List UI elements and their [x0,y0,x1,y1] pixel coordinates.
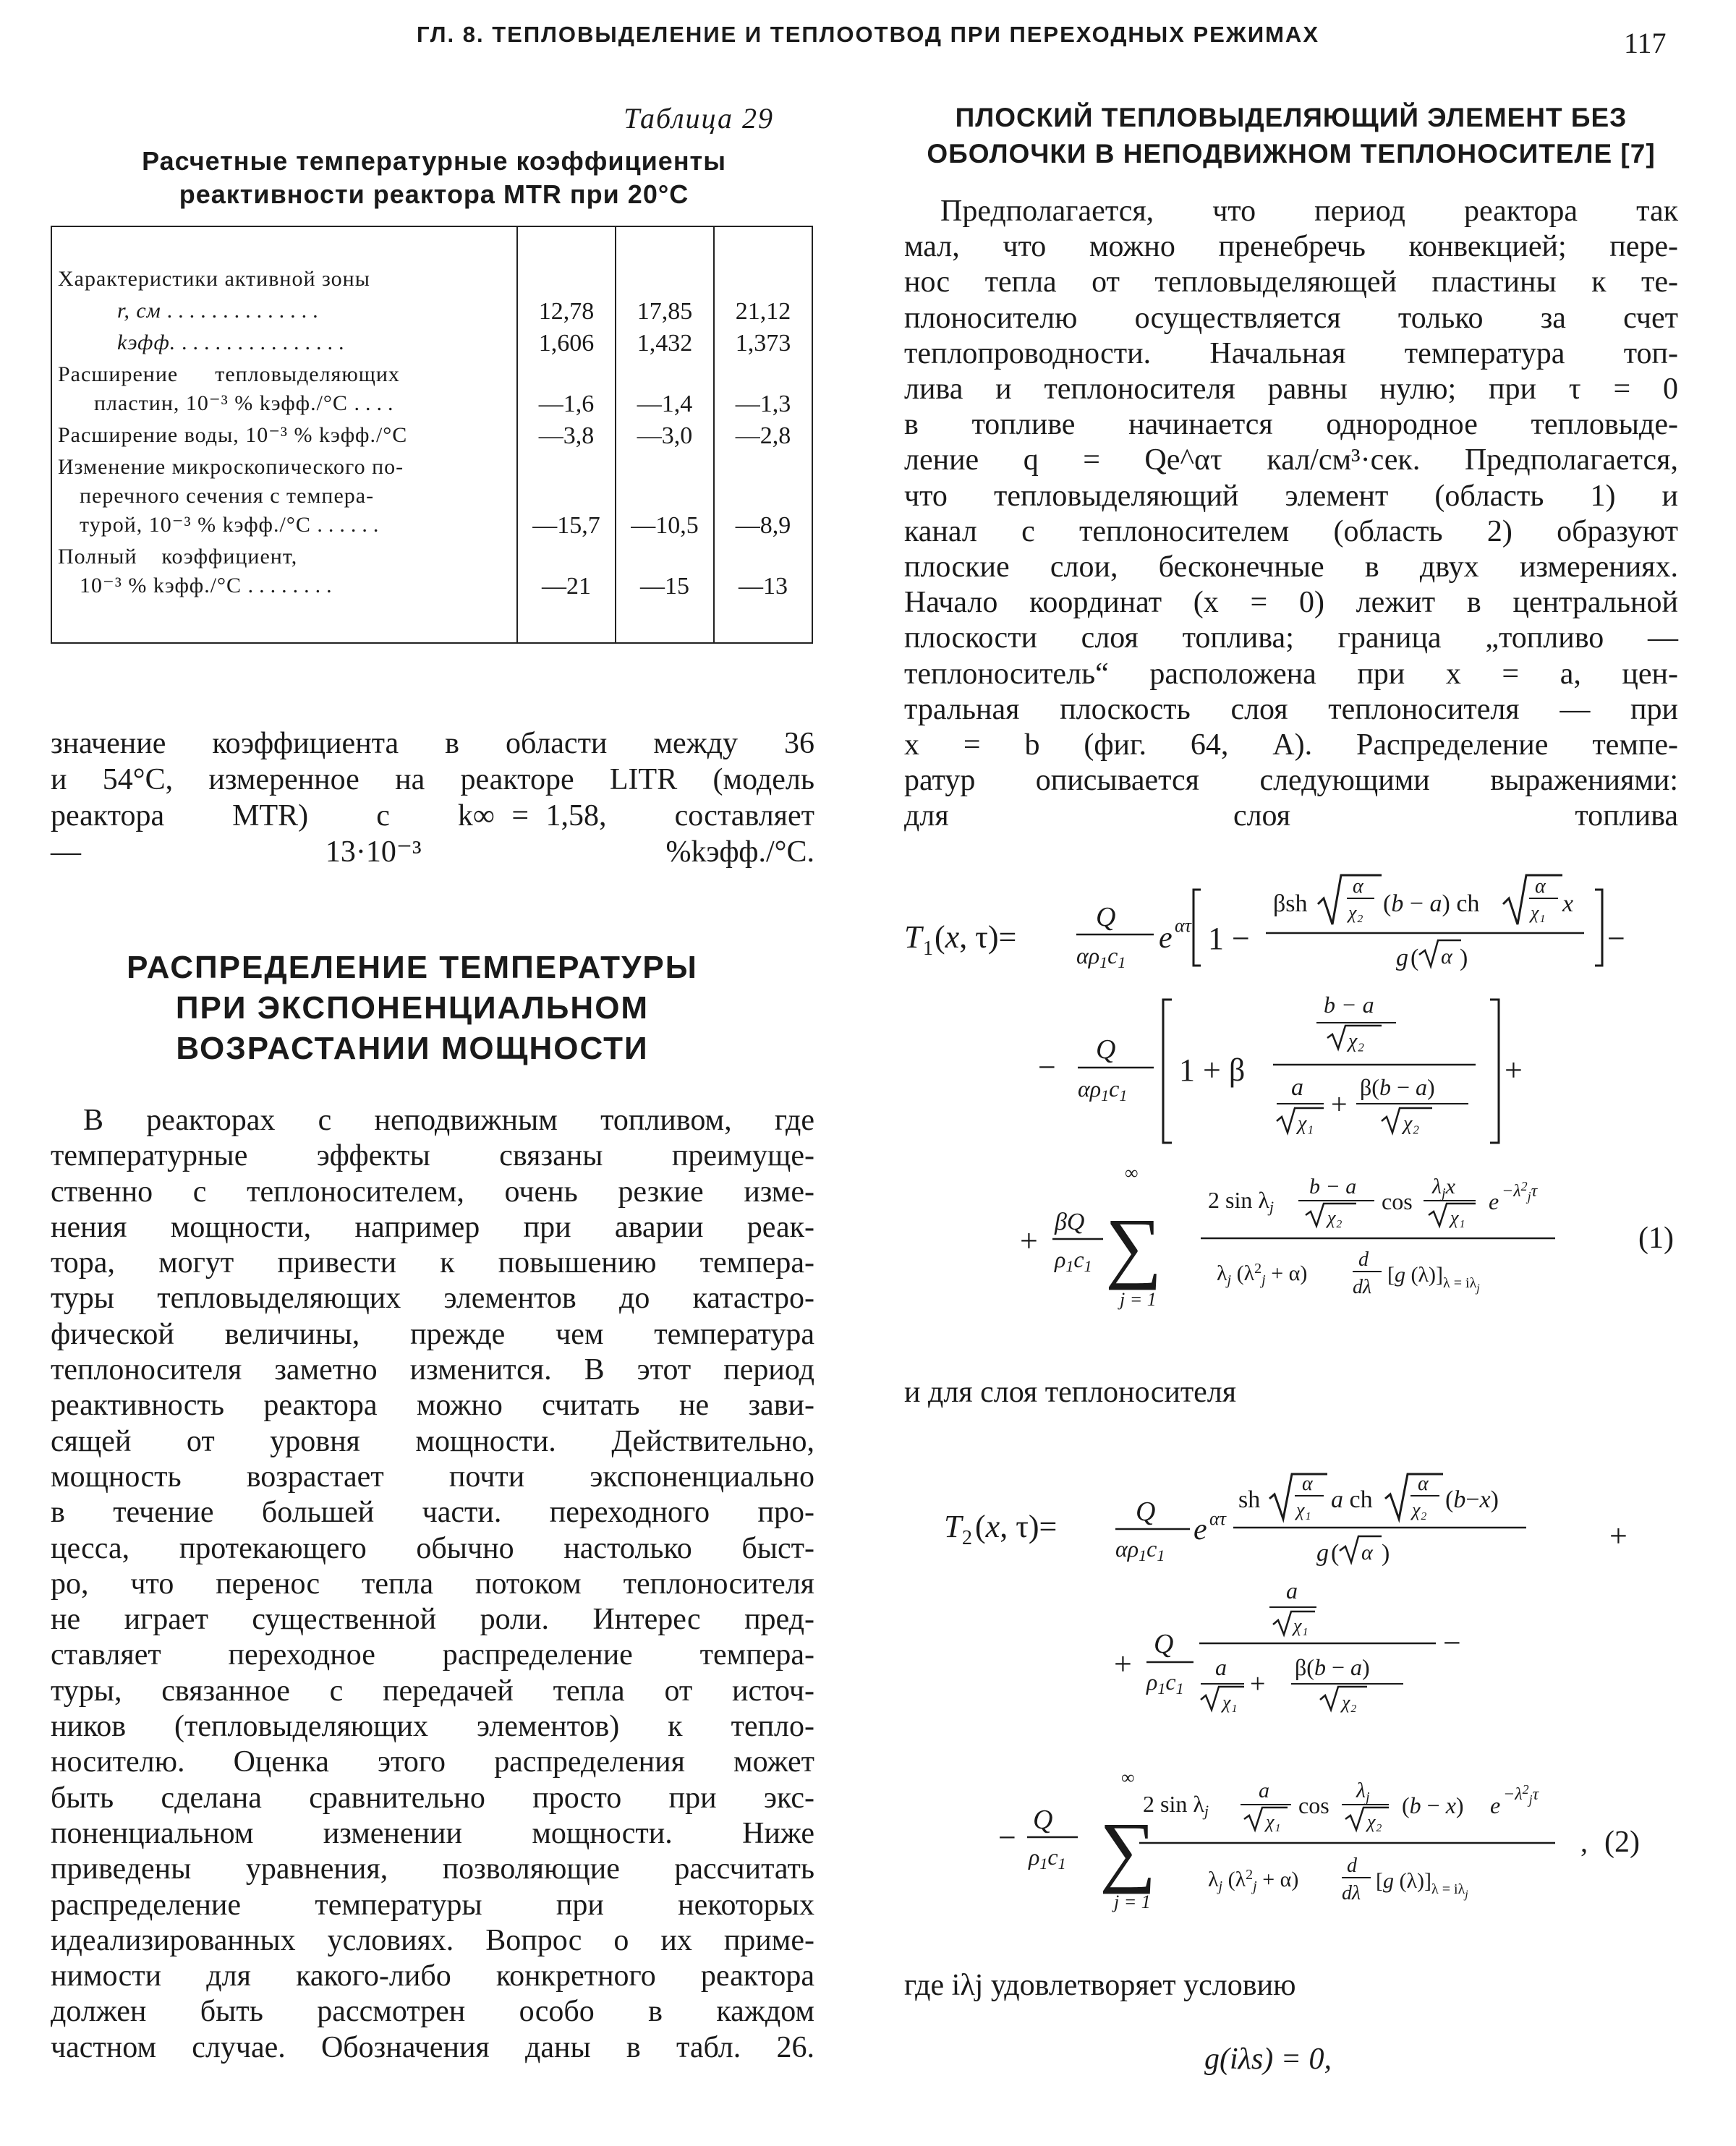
text-line: что тепловыделяющий элемент (область 1) и [904,479,1678,513]
table-cell: —10,5 [616,451,714,541]
svg-text:(b − x): (b − x) [1402,1792,1464,1818]
right-section-heading: ПЛОСКИЙ ТЕПЛОВЫДЕЛЯЮЩИЙ ЭЛЕМЕНТ БЕЗ ОБОЛОЧКИ В НЕПОДВИЖНОМ ТЕПЛОНОСИТЕЛЕ [7] [927,103,1656,169]
equation-number: (2) [1604,1826,1640,1859]
table-row [51,359,812,420]
svg-text:λj (λ2j + α): $\lambda_j$ $(\lambda^2_j + \alpha)$ [1217,1261,1308,1288]
text-line: идеализированных условиях. Вопрос о их приме- [51,1923,814,1957]
section-heading: РАСПРЕДЕЛЕНИЕ ТЕМПЕРАТУРЫ ПРИ ЭКСПОНЕНЦИАЛЬНОМ ВОЗРАСТАНИИ МОЩНОСТИ [127,950,698,1066]
svg-text:−: − [1443,1625,1461,1661]
svg-text:j = 1: j = 1 [1114,1891,1151,1912]
svg-text:): ) [1382,1540,1390,1567]
equation-number: (1) [1638,1222,1674,1255]
equation-2 [904,1454,1685,1931]
svg-text:λj (λ2j + α): $\lambda_j$ $(\lambda^2_j + \alpha)$ [1208,1867,1299,1894]
svg-text:2 sin λj: 2 sin λj [1143,1791,1209,1820]
svg-text:+: + [1505,1052,1523,1088]
svg-text:b − a: b − a [1309,1175,1357,1198]
between-equations-text: и для слоя теплоносителя [904,1376,1237,1409]
svg-text:χ₂: χ₂ [1342,1692,1357,1713]
svg-text:β(b − a): β(b − a) [1360,1074,1435,1100]
text-line: частном случае. Обозначения даны в табл. 26. [51,2030,814,2064]
table-cell: —3,8 [517,420,616,451]
table-row-label: Изменение микроскопического по- перечного сечения с темпера- турой, 10⁻³ % kэфф./°С ...... [58,455,404,537]
table-section-label: Характеристики активной зоны [58,267,370,291]
page-number: 117 [1624,27,1667,59]
table-cell: —21 [517,541,616,643]
table-title-line: реактивности реактора MTR при 20°С [179,179,689,209]
svg-text:+: + [1331,1088,1348,1120]
svg-text:∞: ∞ [1121,1767,1135,1788]
condition-equation: g(iλs) = 0, [1204,2043,1332,2076]
text-line: тральная плоскость слоя теплоносителя — при [904,692,1678,726]
text-line: туры тепловыделяющих элементов до катастро- [51,1282,814,1316]
svg-text:−: − [1038,1049,1056,1085]
svg-text:χ₂: χ₂ [1348,902,1363,923]
svg-text:χ₁: χ₁ [1450,1207,1465,1228]
text-line: ников (тепловыделяющих элементов) к тепло- [51,1710,814,1744]
svg-text:∞: ∞ [1125,1162,1139,1183]
svg-text:αρ1c1: αρ1c1 [1076,942,1126,971]
svg-text:d: d [1347,1855,1357,1877]
svg-text:dλ: dλ [1342,1882,1361,1904]
table-caption: Таблица 29 [624,102,774,135]
table-title-line: Расчетные температурные коэффициенты [142,146,726,176]
svg-text:a ch: a ch [1331,1486,1373,1513]
text-line: для слоя топлива [904,799,1678,833]
text-line: быть сделана сравнительно просто при экс- [51,1781,814,1815]
svg-text:T: T [944,1509,962,1544]
text-line: должен быть рассмотрен особо в каждом [51,1995,814,2029]
table-cell: —15 [616,541,714,643]
text-line: температурные эффекты связаны преимуще- [51,1139,814,1173]
svg-text:β(b − a): β(b − a) [1295,1654,1370,1680]
svg-text:−λ2jτ: $-\lambda^2_j\tau$ [1502,1179,1538,1204]
svg-text:[g (λ)]λ = iλj: [g $(\lambda)]_{\lambda = i\lambda j}$ [1376,1869,1468,1901]
table-cell: —8,9 [714,451,812,541]
svg-text:−: − [998,1820,1016,1855]
text-line: теплопроводности. Начальная температура топ- [904,336,1678,370]
svg-text:Q: Q [1096,902,1116,932]
text-line: ставляет переходное распределение темпера- [51,1638,814,1672]
table-cell: —2,8 [714,420,812,451]
text-line: нимости для какого-либо конкретного реактора [51,1959,814,1993]
svg-text:ρ1c1: ρ1c1 [1146,1669,1184,1698]
svg-text:ρ1c1: ρ1c1 [1055,1246,1092,1275]
svg-text:(: ( [1331,1540,1340,1567]
left-body-paragraph [51,1103,814,2066]
table-row-label: r, см .............. [117,299,325,323]
text-line: реактивность реактора можно считать не зави- [51,1389,814,1423]
table-cell: —1,3 [714,359,812,420]
text-line: плоносителю осуществляется только за счет [904,301,1678,335]
text-line: мощность возрастает почти экспоненциально [51,1460,814,1494]
svg-text:j = 1: j = 1 [1120,1289,1157,1310]
svg-text:∑: ∑ [1105,1202,1162,1290]
table-cell: —1,4 [616,359,714,420]
svg-text:,: , [1580,1826,1588,1858]
text-line: приведены уравнения, позволяющие рассчитать [51,1852,814,1886]
svg-text:ατ: ατ [1175,915,1191,936]
svg-text:cos: cos [1382,1188,1413,1214]
svg-text:dλ: dλ [1353,1276,1372,1298]
text-line: Начало координат (x = 0) лежит в центральной [904,586,1678,620]
text-line: тора, могут привести к повышению темпера- [51,1246,814,1280]
svg-text:αρ1c1: αρ1c1 [1078,1076,1128,1104]
text-line: цесса, протекающего обычно настолько быст- [51,1531,814,1565]
table-row [51,295,812,327]
svg-text:1 + β: 1 + β [1179,1052,1246,1088]
coefficients-table [51,226,813,644]
text-line: x = b (фиг. 64, A). Распределение темпе- [904,728,1678,762]
text-line: и 54°С, измеренное на реакторе LITR (модель [51,763,814,796]
table-title [51,145,817,211]
svg-text:1 −: 1 − [1208,921,1250,956]
table-row [51,420,812,451]
right-body-paragraph [904,194,1678,835]
svg-text:e: e [1489,1188,1499,1214]
paragraph-after-table [51,725,814,870]
text-line: нения мощности, например при аварии реак- [51,1210,814,1244]
svg-text:βsh: βsh [1273,890,1308,917]
svg-text:1: 1 [923,937,933,960]
table-row-label: Расширение тепловыделяющих пластин, 10⁻³ % kэфф./°С .... [58,362,400,415]
text-line: плоскости слоя топлива; граница „топливо — [904,621,1678,655]
svg-text:e: e [1194,1513,1207,1546]
text-line: лива и теплоносителя равны нулю; при τ = 0 [904,372,1678,406]
svg-text:χ₂: χ₂ [1412,1499,1427,1520]
svg-text:(b − a) ch: (b − a) ch [1383,890,1480,917]
svg-text:χ₁: χ₁ [1266,1811,1281,1832]
svg-text:d: d [1358,1248,1369,1271]
text-line: носителю. Оценка этого распределения может [51,1745,814,1779]
svg-text:α: α [1361,1541,1373,1564]
text-line: — 13·10⁻³ %kэфф./°С. [51,835,814,869]
svg-text:α: α [1418,1473,1429,1495]
svg-text:cos: cos [1298,1792,1329,1818]
svg-text:): ) [1460,945,1468,971]
text-line: ратур описывается следующими выражениями: [904,764,1678,798]
svg-text:Q: Q [1033,1805,1053,1835]
svg-text:λjx: $\lambda_jx$ [1432,1175,1455,1201]
svg-text:χ₂: χ₂ [1348,1030,1365,1052]
text-line: туры, связанное с передачей тепла от источ- [51,1674,814,1708]
text-line: мал, что можно пренебречь конвекцией; пере- [904,230,1678,264]
svg-text:(b−x): (b−x) [1445,1486,1499,1513]
svg-text:−: − [1607,921,1625,956]
svg-text:χ₂: χ₂ [1367,1811,1382,1832]
svg-text:g: g [1316,1540,1329,1567]
svg-text:ατ: ατ [1209,1508,1226,1529]
svg-text:+: + [1250,1669,1266,1699]
text-line: сящей от уровня мощности. Действительно, [51,1424,814,1458]
svg-text:αρ1c1: αρ1c1 [1115,1536,1165,1564]
svg-text:α: α [1441,945,1452,968]
text-line: теплоноситель“ расположена при x = a, цен- [904,657,1678,691]
text-line: в топливе начинается однородное тепловыде- [904,408,1678,442]
text-line: ственно с теплоносителем, очень резкие изме- [51,1175,814,1209]
svg-text:βQ: βQ [1055,1209,1085,1235]
svg-text:χ₂: χ₂ [1327,1207,1343,1228]
table-cell: 12,78 [517,295,616,327]
text-line: Предполагается, что период реактора так [940,195,1678,228]
text-line: ление q = Qe^ατ кал/см³·сек. Предполагается, [904,443,1678,477]
svg-text:g: g [1396,945,1408,971]
svg-text:b − a: b − a [1324,992,1374,1018]
svg-text:α: α [1353,875,1363,898]
table-cell: 21,12 [714,295,812,327]
svg-text:+: + [1609,1518,1628,1554]
text-line: фической величины, прежде чем температура [51,1317,814,1351]
table-row [51,541,812,643]
svg-text:a: a [1215,1654,1227,1680]
table-row [51,327,812,359]
svg-text:2: 2 [962,1527,972,1549]
svg-text:T: T [904,919,922,955]
text-line: значение коэффициента в области между 36 [51,727,814,760]
svg-text:+: + [1020,1223,1038,1259]
text-line: реактора MTR) с k∞ = 1,58, составляет [51,799,814,833]
svg-text:a: a [1286,1577,1298,1604]
svg-text:−λ2jτ: $-\lambda^2_j\tau$ [1503,1782,1539,1807]
table-row-label: Полный коэффициент, 10⁻³ % kэфф./°С ........ [58,545,338,597]
where-text: где iλj удовлетворяет условию [904,1969,1296,2002]
table-cell: —1,6 [517,359,616,420]
table-cell: 1,606 [517,327,616,359]
svg-text:ρ1c1: ρ1c1 [1029,1844,1066,1873]
svg-text:χ₁: χ₁ [1298,1112,1314,1135]
svg-text:∑: ∑ [1099,1806,1157,1894]
svg-text:Q: Q [1096,1034,1116,1065]
table-cell: —3,0 [616,420,714,451]
svg-text:χ₁: χ₁ [1296,1499,1311,1520]
text-line: плоские слои, бесконечные в двух измерениях. [904,550,1678,584]
svg-text:(x, τ)=: (x, τ)= [935,919,1017,955]
svg-text:χ₂: χ₂ [1403,1112,1420,1135]
svg-text:[g (λ)]λ = iλj: [g $(\lambda)]_{\lambda = i\lambda j}$ [1387,1263,1480,1295]
svg-text:a: a [1291,1074,1303,1101]
svg-text:Q: Q [1136,1496,1156,1527]
table-row [51,451,812,541]
table-cell: —15,7 [517,451,616,541]
text-line: ро, что перенос тепла потоком теплоносителя [51,1567,814,1601]
table-row [51,226,812,295]
text-line: канал с теплоносителем (область 2) образуют [904,514,1678,548]
table-cell: —13 [714,541,812,643]
equation-1 [904,839,1685,1316]
text-line: поненциальном изменении мощности. Ниже [51,1816,814,1850]
text-line: В реакторах с неподвижным топливом, где [83,1104,814,1137]
table-cell: 17,85 [616,295,714,327]
svg-text:Q: Q [1154,1629,1174,1659]
svg-text:+: + [1114,1646,1132,1682]
text-line: не играет существенной роли. Интерес пред- [51,1603,814,1637]
text-line: нос тепла от тепловыделяющей пластины к те- [904,265,1678,299]
table-row-label: kэфф. ............... [117,331,351,354]
svg-text:(x, τ)=: (x, τ)= [975,1509,1058,1544]
svg-text:χ₁: χ₁ [1531,902,1546,923]
svg-text:a: a [1259,1779,1269,1802]
text-line: распределение температуры при некоторых [51,1888,814,1922]
svg-text:λj: $\lambda_j$ [1356,1779,1370,1805]
svg-text:sh: sh [1238,1486,1261,1513]
svg-text:α: α [1302,1473,1313,1495]
svg-text:x: x [1562,890,1574,917]
svg-text:2 sin λj: 2 sin λj [1208,1187,1274,1216]
table-cell: 1,373 [714,327,812,359]
svg-text:χ₁: χ₁ [1293,1615,1309,1636]
svg-text:α: α [1535,875,1546,898]
svg-text:χ₁: χ₁ [1222,1692,1238,1713]
text-line: в течение большей части. переходного про- [51,1496,814,1530]
svg-text:e: e [1490,1792,1501,1818]
text-line: теплоносителя заметно изменится. В этот период [51,1353,814,1387]
running-title: ГЛ. 8. ТЕПЛОВЫДЕЛЕНИЕ И ТЕПЛООТВОД ПРИ ПЕРЕХОДНЫХ РЕЖИМАХ [417,22,1319,47]
table-cell: 1,432 [616,327,714,359]
svg-text:e: e [1159,921,1173,955]
svg-text:(: ( [1410,945,1419,971]
table-row-label: Расширение воды, 10⁻³ % kэфф./°С [58,423,408,447]
